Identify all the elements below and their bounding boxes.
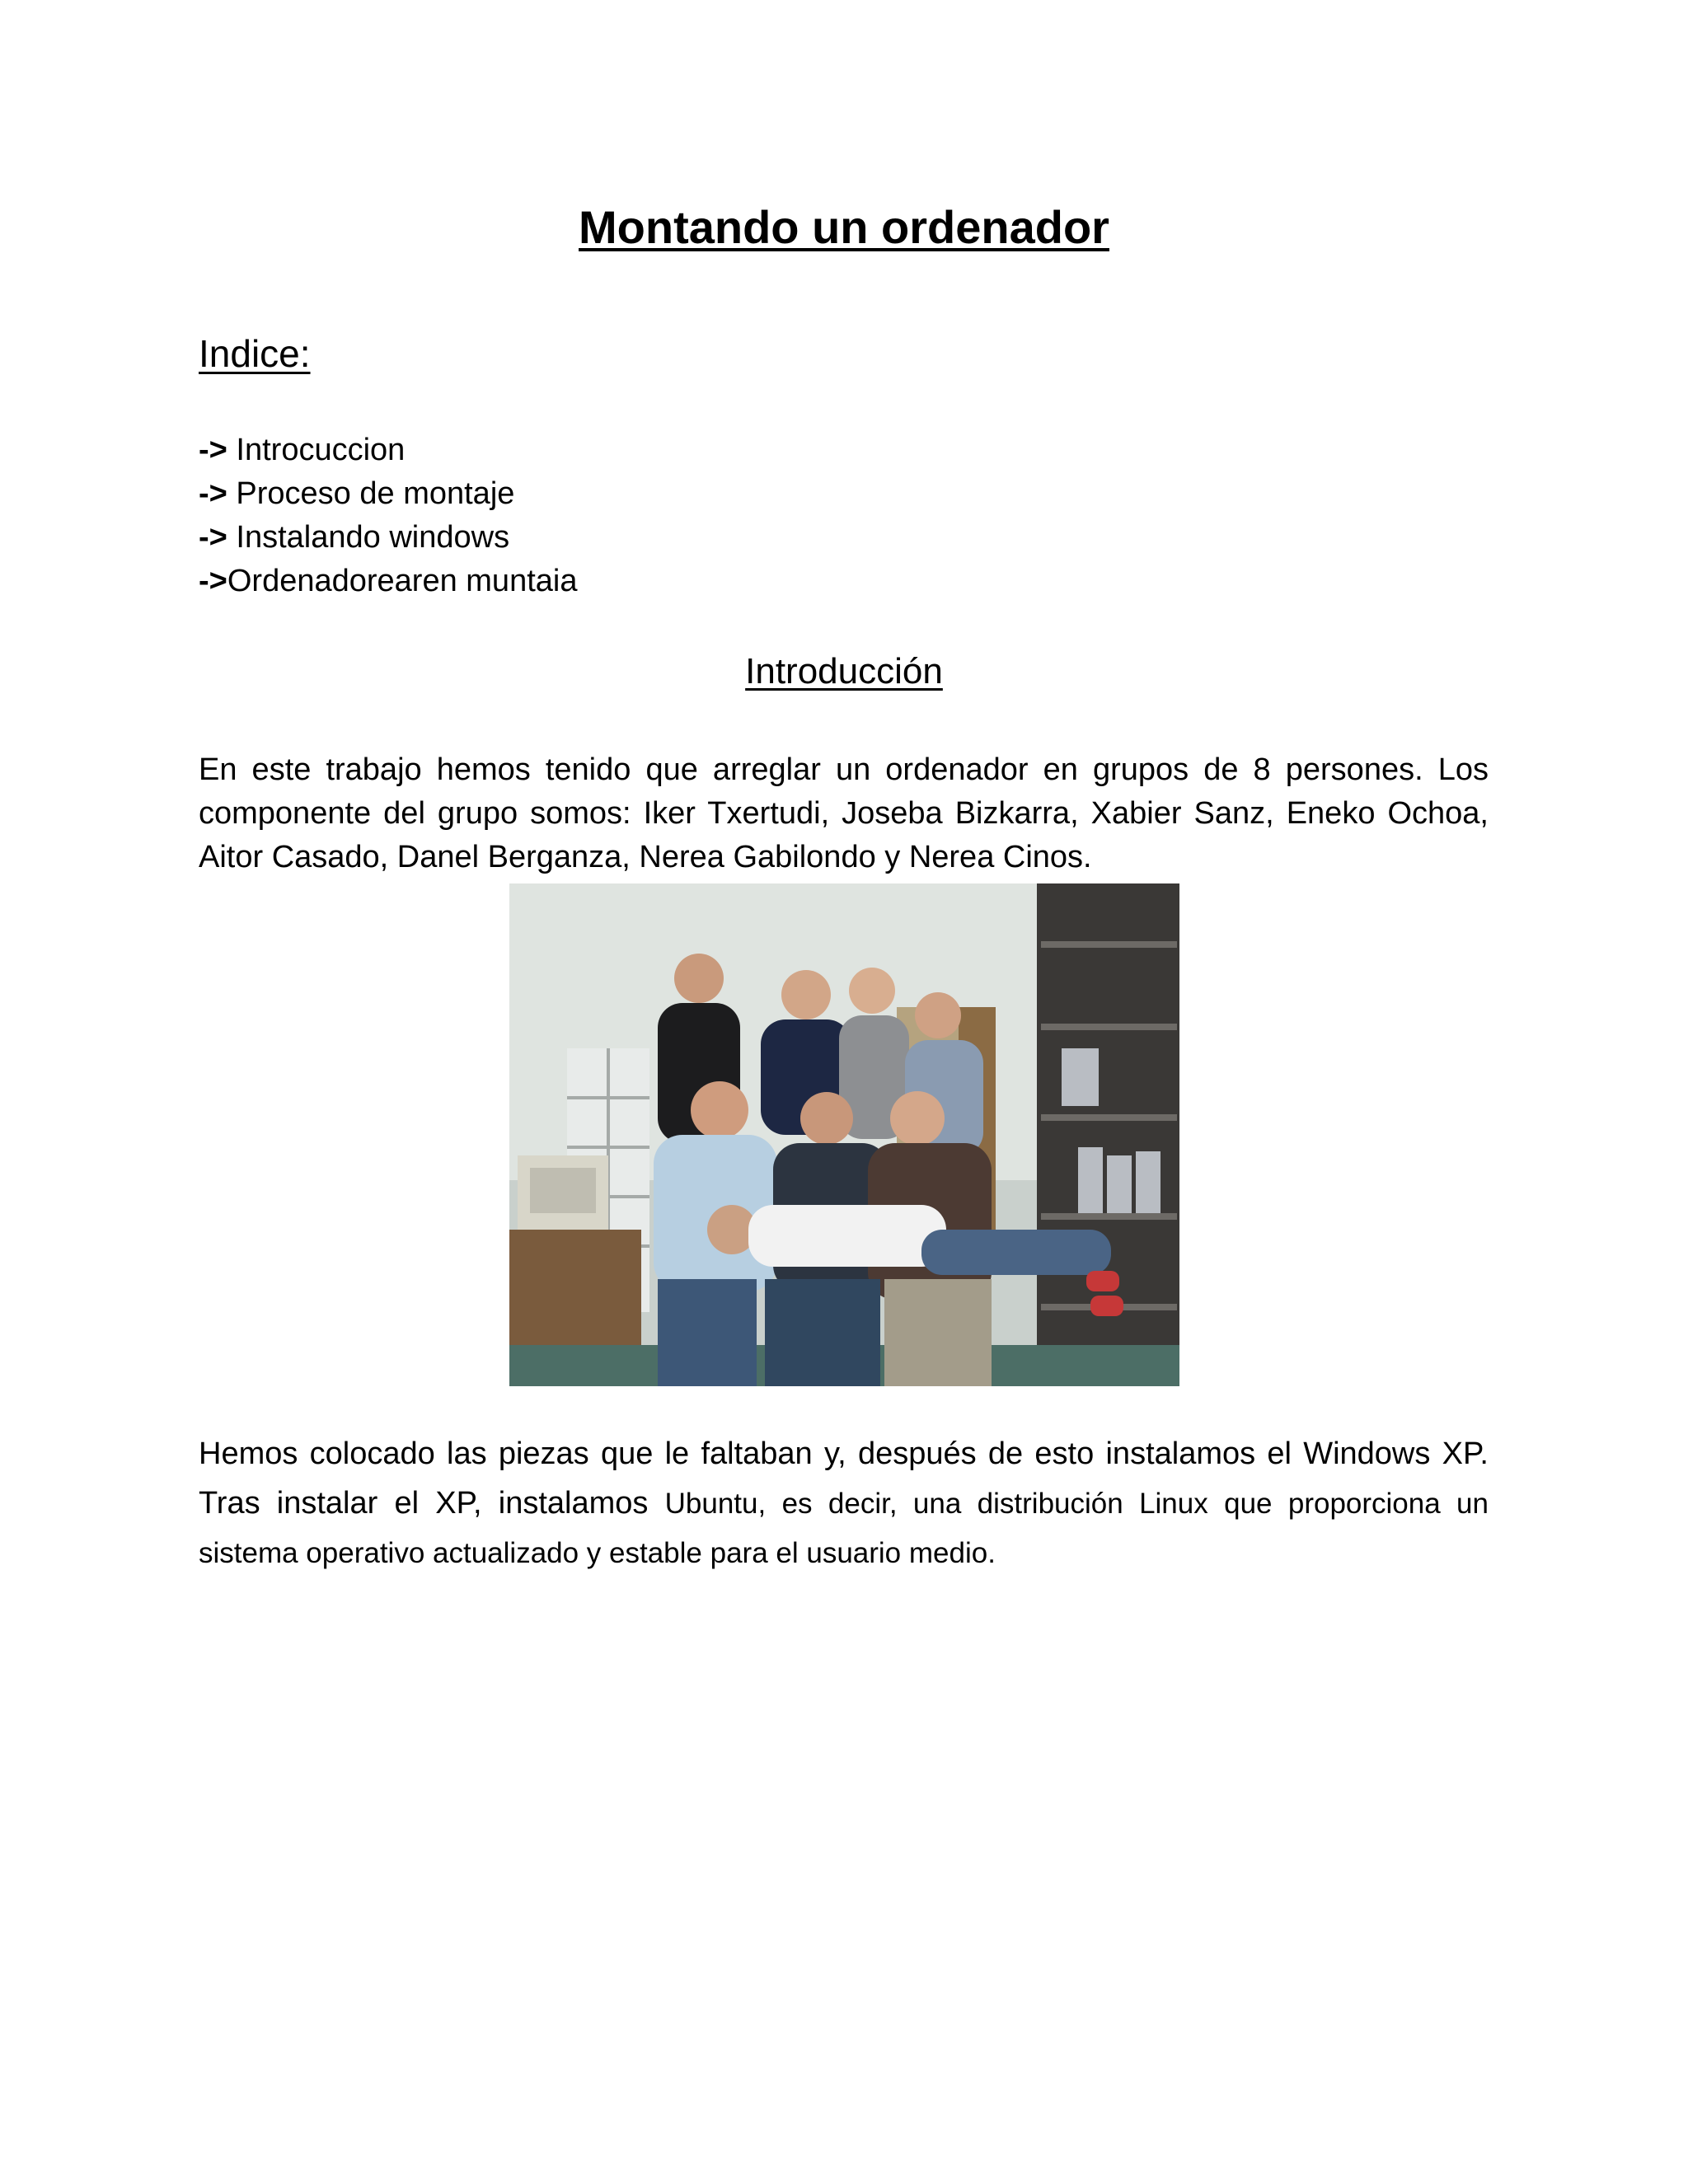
toc-label: Ordenadorearen muntaia: [227, 564, 578, 598]
toc-arrow: ->: [199, 476, 227, 511]
install-paragraph-part1: Hemos colocado las piezas que le faltaban y, después de esto instalamos el Windows XP. Tras instalar el XP, instalamos: [199, 1436, 1489, 1521]
page-title: Montando un ordenador: [579, 201, 1109, 253]
toc-arrow: ->: [199, 433, 227, 467]
install-paragraph: [199, 1432, 1489, 1581]
toc-label: Introcuccion: [227, 433, 406, 467]
toc-item-proceso: [199, 472, 577, 516]
install-paragraph-part2: Ubuntu, es decir, una distribución Linux que proporciona un sistema operativo actualizado y estable para el usuario medio.: [199, 1488, 1489, 1569]
intro-paragraph: En este trabajo hemos tenido que arreglar un ordenador en grupos de 8 persones. Los componente del grupo somos: Iker Txertudi, Joseba Bizkarra, Xabier Sanz, Eneko Ochoa, Aitor Casado, Danel Berganza, Nerea Gabilondo y Nerea Cinos.: [199, 752, 1489, 874]
index-heading: Indice:: [199, 332, 311, 375]
toc-label: Instalando windows: [227, 520, 510, 555]
toc-item-muntaia: [199, 560, 577, 603]
group-photo-icon: [509, 883, 1179, 1386]
section-heading-introduccion: Introducción: [745, 651, 943, 691]
group-photo: [509, 883, 1179, 1386]
toc-arrow: ->: [199, 564, 227, 598]
toc-item-instalando: [199, 516, 577, 560]
table-of-contents: [199, 429, 577, 603]
toc-label: Proceso de montaje: [227, 476, 515, 511]
toc-item-introduccion: [199, 429, 577, 472]
toc-arrow: ->: [199, 520, 227, 555]
